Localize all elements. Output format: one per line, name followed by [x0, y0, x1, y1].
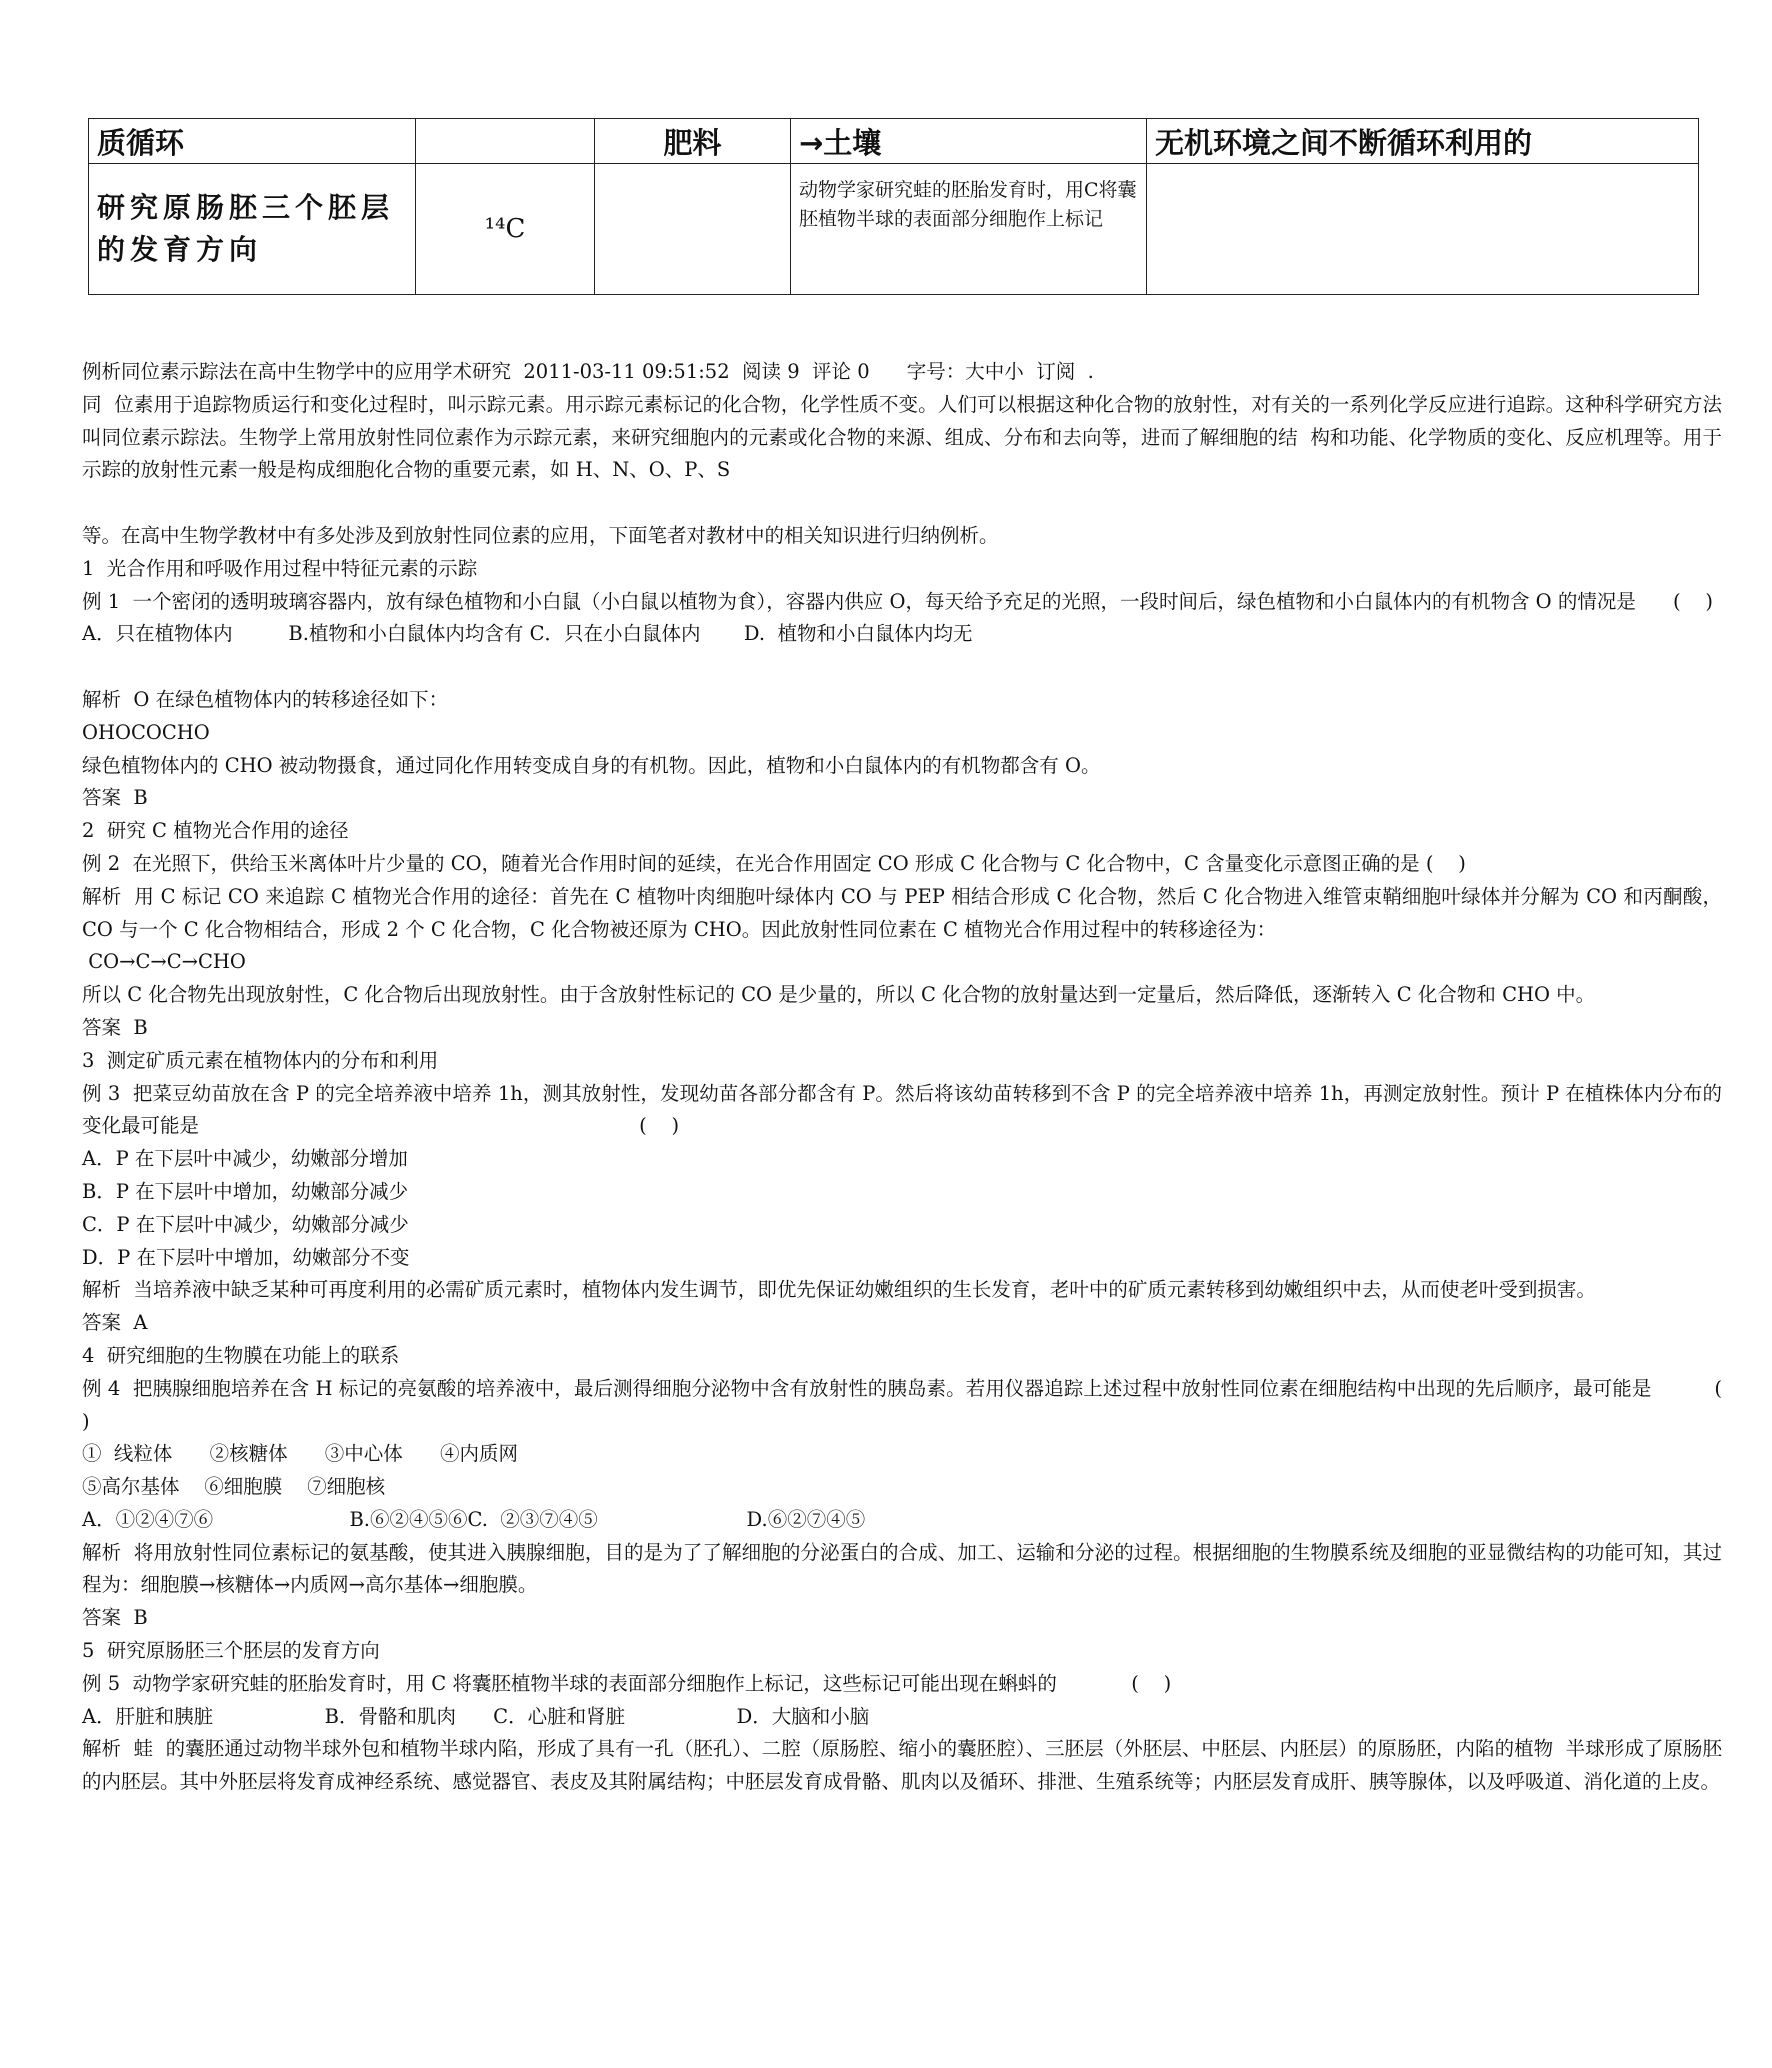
text-line: 例析同位素示踪法在高中生物学中的应用学术研究 2011-03-11 09:51:52 阅读 9 评论 0 字号：大中小 订阅 . [82, 360, 1094, 383]
text-line: D．P 在下层叶中增加，幼嫩部分不变 [82, 1245, 410, 1269]
text-line: 解析 用 C 标记 CO 来追踪 C 植物光合作用的途径：首先在 C 植物叶肉细胞叶绿体内 CO 与 PEP 相结合形成 C 化合物，然后 C 化合物进入维管束鞘细胞叶绿体并分解为 CO 和丙酮酸，CO 与一个 C 化合物相结合，形成 2 个 C 化合物，C 化合物被还原为 CHO。因此放射性同位素在 C 植物光合作用过程中的转移途径为： [82, 884, 1722, 941]
text-line: 解析 将用放射性同位素标记的氨基酸，使其进入胰腺细胞，目的是为了了解细胞的分泌蛋白的合成、加工、运输和分泌的过程。根据细胞的生物膜系统及细胞的亚显微结构的功能可知，其过程为：细胞膜→核糖体→内质网→高尔基体→细胞膜。 [82, 1540, 1722, 1597]
text-line: 等。在高中生物学教材中有多处涉及到放射性同位素的应用，下面笔者对教材中的相关知识进行归纳例析。 [82, 523, 999, 547]
text-line: 3 测定矿质元素在植物体内的分布和利用 [82, 1048, 439, 1072]
text-line: A．只在植物体内 B.植物和小白鼠体内均含有 C．只在小白鼠体内 D. 植物和小白鼠体内均无 [82, 622, 973, 646]
table-cell [1147, 164, 1699, 295]
text-line: ① 线粒体 ②核糖体 ③中心体 ④内质网 [82, 1442, 518, 1466]
text-line: 例 4 把胰腺细胞培养在含 H 标记的亮氨酸的培养液中，最后测得细胞分泌物中含有放射性的胰岛素。若用仪器追踪上述过程中放射性同位素在细胞结构中出现的先后顺序，最可能是 ( ) [82, 1376, 1747, 1433]
text-line: 解析 O 在绿色植物体内的转移途径如下： [82, 687, 449, 711]
text-line: 答案 B [82, 1015, 148, 1039]
article-body [82, 356, 1747, 1799]
text-line: 例 3 把菜豆幼苗放在含 P 的完全培养液中培养 1h，测其放射性，发现幼苗各部分都含有 P。然后将该幼苗转移到不含 P 的完全培养液中培养 1h，再测定放射性。预计 P 在植株体内分布的变化最可能是 ( ) [82, 1081, 1722, 1138]
table-cell: ¹⁴C [416, 164, 595, 295]
text-line: CO→C→C→CHO [82, 950, 246, 974]
table-cell: 肥料 [595, 119, 791, 164]
text-line: 答案 B [82, 786, 148, 810]
blank-line [82, 487, 1722, 520]
table-cell: 质循环 [89, 119, 416, 164]
blank-line [82, 651, 1722, 684]
table-cell [595, 164, 791, 295]
text-line: OHOCOCHO [82, 720, 210, 744]
table-cell: 动物学家研究蛙的胚胎发育时，用C将囊胚植物半球的表面部分细胞作上标记 [791, 164, 1147, 295]
table-row [89, 164, 1699, 295]
summary-table [88, 118, 1613, 295]
text-line: 例 5 动物学家研究蛙的胚胎发育时，用 C 将囊胚植物半球的表面部分细胞作上标记，这些标记可能出现在蝌蚪的 ( ) [82, 1671, 1172, 1695]
text-line: 绿色植物体内的 CHO 被动物摄食，通过同化作用转变成自身的有机物。因此，植物和小白鼠体内的有机物都含有 O。 [82, 753, 1101, 777]
text-line: 解析 蛙 的囊胚通过动物半球外包和植物半球内陷，形成了具有一孔（胚孔）、二腔（原肠腔、缩小的囊胚腔）、三胚层（外胚层、中胚层、内胚层）的原肠胚，内陷的植物 半球形成了原肠胚的内胚层。其中外胚层将发育成神经系统、感觉器官、表皮及其附属结构；中胚层发育成骨骼、肌肉以及循环、排泄、生殖系统等；内胚层发育成肝、胰等腺体，以及呼吸道、消化道的上皮。 [82, 1737, 1722, 1794]
text-line: A．P 在下层叶中减少，幼嫩部分增加 [82, 1147, 408, 1171]
table-row [89, 119, 1699, 164]
text-line: 同 位素用于追踪物质运行和变化过程时，叫示踪元素。用示踪元素标记的化合物，化学性质不变。人们可以根据这种化合物的放射性，对有关的一系列化学反应进行追踪。这种科学研究方法叫同位素示踪法。生物学上常用放射性同位素作为示踪元素，来研究细胞内的元素或化合物的来源、组成、分布和去向等，进而了解细胞的结 构和功能、化学物质的变化、反应机理等。用于示踪的放射性元素一般是构成细胞化合物的重要元素，如 H、N、O、P、S [82, 392, 1722, 482]
text-line: 所以 C 化合物先出现放射性，C 化合物后出现放射性。由于含放射性标记的 CO 是少量的，所以 C 化合物的放射量达到一定量后，然后降低，逐渐转入 C 化合物和 CHO 中。 [82, 983, 1596, 1007]
text-line: 答案 A [82, 1311, 148, 1335]
text-line: 2 研究 C 植物光合作用的途径 [82, 819, 349, 843]
text-line: 4 研究细胞的生物膜在功能上的联系 [82, 1343, 400, 1367]
table-cell [416, 119, 595, 164]
text-line: A．①②④⑦⑥ B.⑥②④⑤⑥C. ②③⑦④⑤ D.⑥②⑦④⑤ [82, 1507, 866, 1531]
table-cell: →土壤 [791, 119, 1147, 164]
table-cell: 研究原肠胚三个胚层的发育方向 [89, 164, 416, 295]
text-line: B．P 在下层叶中增加，幼嫩部分减少 [82, 1179, 409, 1203]
text-line: 5 研究原肠胚三个胚层的发育方向 [82, 1639, 380, 1663]
table-cell: 无机环境之间不断循环利用的 [1147, 119, 1699, 164]
text-line: 例 2 在光照下，供给玉米离体叶片少量的 CO，随着光合作用时间的延续，在光合作用固定 CO 形成 C 化合物与 C 化合物中，C 含量变化示意图正确的是 ( ) [82, 851, 1466, 875]
text-line: 解析 当培养液中缺乏某种可再度利用的必需矿质元素时，植物体内发生调节，即优先保证幼嫩组织的生长发育，老叶中的矿质元素转移到幼嫩组织中去，从而使老叶受到损害。 [82, 1278, 1596, 1302]
text-line: 1 光合作用和呼吸作用过程中特征元素的示踪 [82, 556, 478, 580]
text-line: C．P 在下层叶中减少，幼嫩部分减少 [82, 1212, 409, 1236]
text-line: 例 1 一个密闭的透明玻璃容器内，放有绿色植物和小白鼠（小白鼠以植物为食），容器内供应 O，每天给予充足的光照，一段时间后，绿色植物和小白鼠体内的有机物含 O 的情况是 ( ) [82, 589, 1714, 613]
text-line: A．肝脏和胰脏 B．骨骼和肌肉 C．心脏和肾脏 D．大脑和小脑 [82, 1704, 870, 1728]
text-line: ⑤高尔基体 ⑥细胞膜 ⑦细胞核 [82, 1475, 386, 1499]
text-line: 答案 B [82, 1606, 148, 1630]
